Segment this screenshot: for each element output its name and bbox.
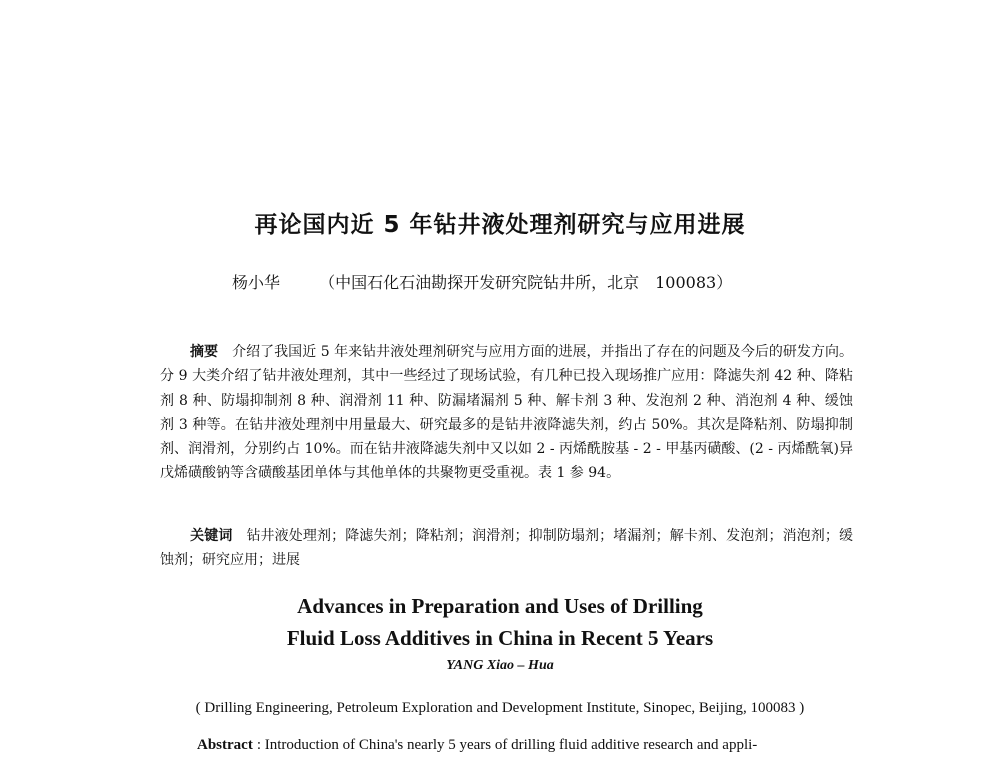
- chinese-abstract-text: 介绍了我国近 5 年来钻井液处理剂研究与应用方面的进展，并指出了存在的问题及今后的研发方向。分 9 大类介绍了钻井液处理剂，其中一些经过了现场试验，有几种已投入现场推广应用：降滤失剂 42 种、降粘剂 8 种、防塌抑制剂 8 种、润滑剂 11 种、防漏堵漏剂 5 种、解卡剂 3 种、发泡剂 2 种、消泡剂 4 种、缓蚀剂 3 种等。在钻井液处理剂中用量最大、研究最多的是钻井液降滤失剂，约占 50%。其次是降粘剂、防塌抑制剂、润滑剂，分别约占 10%。而在钻井液降滤失剂中又以如 2 - 丙烯酰胺基 - 2 - 甲基丙磺酸、(2 - 丙烯酰氧)异戊烯磺酸钠等含磺酸基团单体与其他单体的共聚物更受重视。表 1 参 94。: [160, 344, 853, 482]
- english-author: YANG Xiao – Hua: [446, 658, 554, 673]
- english-abstract-label: Abstract: [197, 737, 253, 753]
- chinese-keywords: [160, 524, 853, 573]
- english-abstract: [197, 737, 757, 754]
- english-title: [0, 590, 1000, 654]
- english-title-line-1: Advances in Preparation and Uses of Drilling: [297, 594, 703, 618]
- chinese-abstract-label: 摘要: [190, 344, 219, 360]
- english-affiliation: ( Drilling Engineering, Petroleum Exploration and Development Institute, Sinopec, Beijing, 100083 ): [195, 700, 805, 716]
- english-abstract-text: : Introduction of China's nearly 5 years of drilling fluid additive research and appli-: [256, 737, 758, 753]
- chinese-keywords-text: 钻井液处理剂；降滤失剂；降粘剂；润滑剂；抑制防塌剂；堵漏剂；解卡剂、发泡剂；消泡剂；缓蚀剂；研究应用；进展: [160, 528, 854, 569]
- chinese-keywords-label: 关键词: [190, 528, 233, 544]
- chinese-affiliation: （中国石化石油勘探开发研究院钻井所，北京 100083）: [319, 273, 733, 292]
- chinese-title: 再论国内近 5 年钻井液处理剂研究与应用进展: [254, 212, 746, 238]
- chinese-author: 杨小华: [232, 273, 281, 292]
- english-title-line-2: Fluid Loss Additives in China in Recent 5 Years: [286, 626, 714, 650]
- chinese-author-line: [232, 270, 732, 293]
- chinese-abstract: [160, 340, 853, 486]
